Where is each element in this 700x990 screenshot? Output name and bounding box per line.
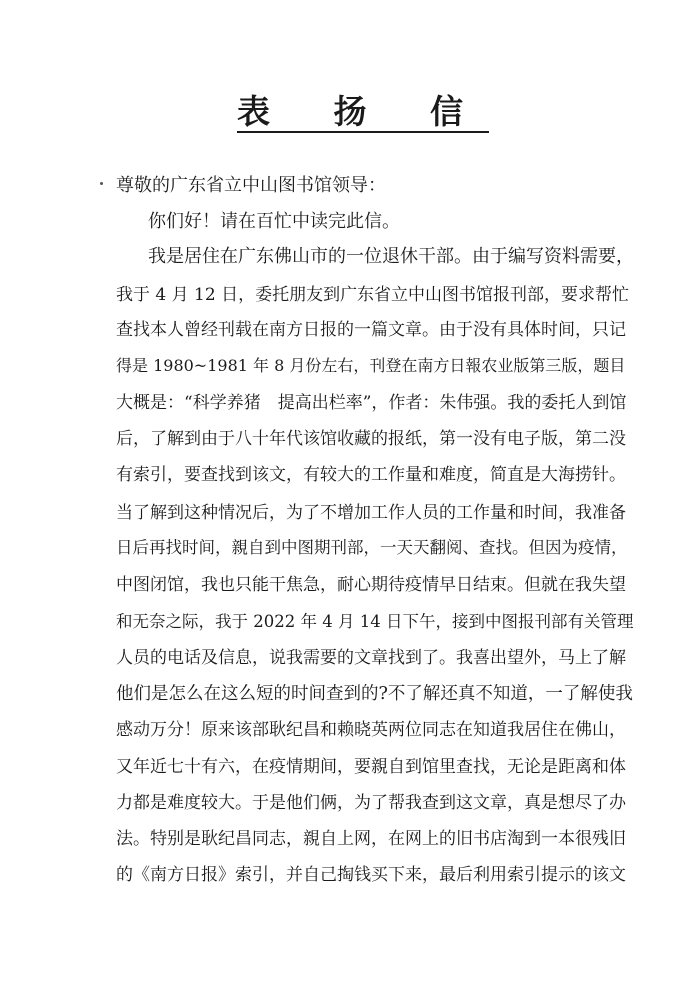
body-line: 又年近七十有六，在疫情期间，要親自到馆里查找，无论是距离和体 bbox=[116, 757, 626, 777]
body-line: 我是居住在广东佛山市的一位退休干部。由于编写资料需要， bbox=[148, 246, 634, 267]
body-line: 法。特别是耿纪昌同志，親自上网，在网上的旧书店淘到一本很残旧 bbox=[116, 829, 626, 849]
body-line: 人员的电话及信息，说我需要的文章找到了。我喜出望外，马上了解 bbox=[116, 648, 626, 668]
body-line: 和无奈之际，我于 2022 年 4 月 14 日下午，接到中图报刊部有关管理 bbox=[116, 612, 634, 631]
body-line: 大概是：“科学养猪 提高出栏率”，作者：朱伟强。我的委托人到馆 bbox=[116, 393, 627, 413]
letter-title: 表 扬 信 bbox=[237, 92, 489, 131]
body-line: 他们是怎么在这么短的时间查到的?不了解还真不知道，一了解使我 bbox=[116, 684, 633, 704]
body-line: 中图闭馆，我也只能干焦急，耐心期待疫情早日结束。但就在我失望 bbox=[116, 575, 626, 595]
body-line: 查找本人曾经刊载在南方日报的一篇文章。由于没有具体时间，只记 bbox=[116, 320, 626, 340]
salutation: 尊敬的广东省立中山图书馆领导： bbox=[116, 175, 386, 196]
body-line: 后，了解到由于八十年代该馆收藏的报纸，第一没有电子版，第二没 bbox=[116, 429, 626, 449]
body-line: 感动万分！原来该部耿纪昌和赖晓英两位同志在知道我居住在佛山， bbox=[116, 720, 626, 740]
body-line: 我于 4 月 12 日，委托朋友到广东省立中山图书馆报刊部，要求帮忙 bbox=[116, 285, 630, 305]
body-line: 有索引，要查找到该文，有较大的工作量和难度，简直是大海捞针。 bbox=[116, 465, 626, 485]
body-line: 的《南方日报》索引，并自己掏钱买下来，最后利用索引提示的该文 bbox=[116, 865, 626, 885]
scan-speck bbox=[100, 182, 103, 185]
body-line: 得是 1980~1981 年 8 月份左右，刊登在南方日報农业版第三版，题目 bbox=[116, 356, 626, 375]
body-line: 当了解到这种情况后，为了不增加工作人员的工作量和时间，我准备 bbox=[116, 503, 626, 523]
body-line: 你们好！请在百忙中读完此信。 bbox=[148, 211, 400, 232]
body-line: 日后再找时间，親自到中图期刊部，一天天翻阅、查找。但因为疫情， bbox=[116, 538, 628, 557]
body-line: 力都是难度较大。于是他们俩，为了帮我查到这文章，真是想尽了办 bbox=[116, 793, 626, 813]
